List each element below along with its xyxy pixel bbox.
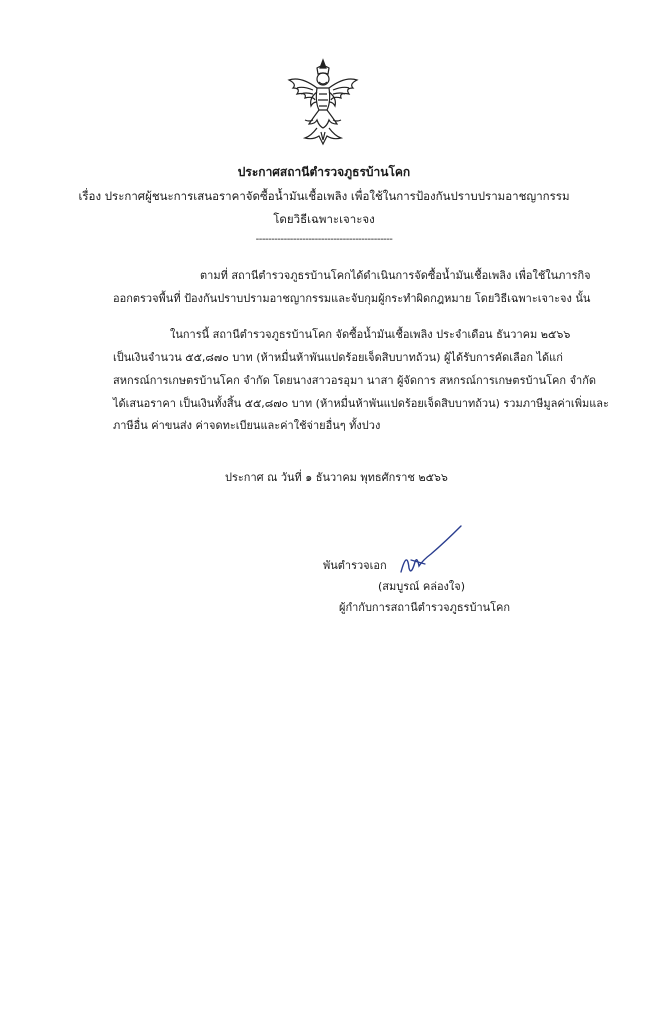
- signatory-name: (สมบูรณ์ คล่องใจ): [378, 580, 466, 593]
- divider: --------------------------------------------: [255, 234, 393, 245]
- page-title: ประกาศสถานีตำรวจภูธรบ้านโคก: [237, 165, 411, 179]
- paragraph-2-line: เป็นเงินจำนวน ๕๕,๘๗๐ บาท (ห้าหมื่นห้าพันแปดร้อยเจ็ดสิบบาทถ้วน) ผู้ได้รับการคัดเลือก ได้แก่: [113, 351, 563, 364]
- paragraph-2-line: ในการนี้ สถานีตำรวจภูธรบ้านโคก จัดซื้อน้ำมันเชื้อเพลิง ประจำเดือน ธันวาคม ๒๕๖๖: [170, 328, 571, 341]
- paragraph-2-line: สหกรณ์การเกษตรบ้านโคก จำกัด โดยนางสาวอรอุมา นาสา ผู้จัดการ สหกรณ์การเกษตรบ้านโคก จำกัด: [113, 374, 597, 387]
- handwritten-signature-icon: [397, 520, 467, 580]
- paragraph-1-line: ตามที่ สถานีตำรวจภูธรบ้านโคกได้ดำเนินการจัดซื้อน้ำมันเชื้อเพลิง เพื่อใช้ในภารกิจ: [200, 269, 591, 282]
- signatory-position: ผู้กำกับการสถานีตำรวจภูธรบ้านโคก: [339, 601, 511, 614]
- paragraph-2-line: ได้เสนอราคา เป็นเงินทั้งสิ้น ๕๕,๘๗๐ บาท (ห้าหมื่นห้าพันแปดร้อยเจ็ดสิบบาทถ้วน) รวมภาษีมูลค่าเพิ่มและ: [113, 397, 609, 410]
- paragraph-1-line: ออกตรวจพื้นที่ ป้องกันปราบปรามอาชญากรรมและจับกุมผู้กระทำผิดกฎหมาย โดยวิธีเฉพาะเจาะจง นั้น: [113, 292, 591, 305]
- garuda-emblem-icon: [283, 58, 363, 148]
- paragraph-2-line: ภาษีอื่น ค่าขนส่ง ค่าจดทะเบียนและค่าใช้จ่ายอื่นๆ ทั้งปวง: [113, 419, 381, 432]
- subject-line: เรื่อง ประกาศผู้ชนะการเสนอราคาจัดซื้อน้ำมันเชื้อเพลิง เพื่อใช้ในการป้องกันปราบปรามอาชญากรรม: [78, 189, 570, 203]
- subject-line-continued: โดยวิธีเฉพาะเจาะจง: [273, 212, 375, 226]
- announcement-date: ประกาศ ณ วันที่ ๑ ธันวาคม พุทธศักราช ๒๕๖๖: [225, 471, 448, 484]
- signatory-rank: พันตำรวจเอก: [323, 559, 387, 572]
